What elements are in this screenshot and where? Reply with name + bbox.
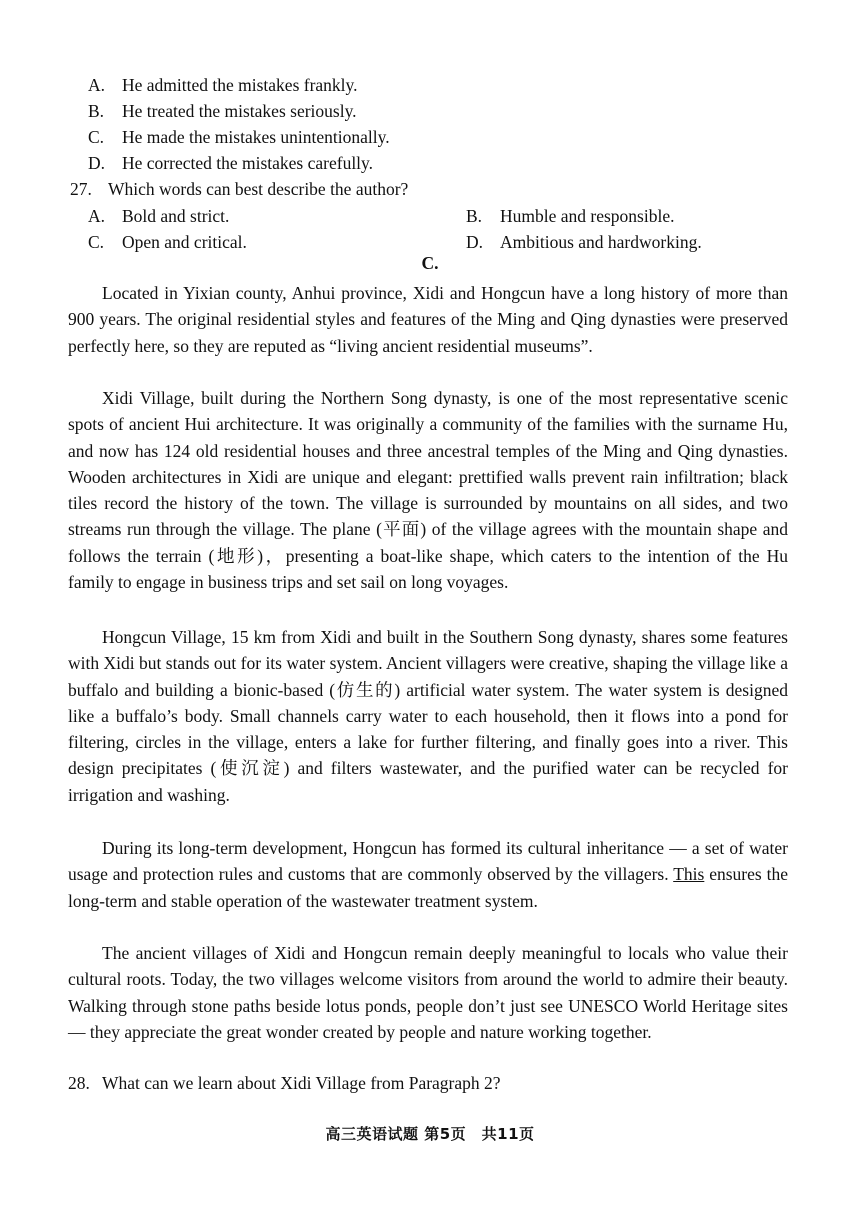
paragraph-text: ensures the long-term and stable operation of the wastewater treatment system. [68,864,788,911]
paragraph-text: During its long-term development, Hongcun has formed its cultural inheritance — a set of water usage and protection rules and customs that are commonly observed by the villagers. [68,838,788,885]
q26-option-c [88,124,390,150]
option-letter: A. [88,206,106,226]
option-text: Ambitious and hardworking. [500,232,702,252]
q26-option-a [88,72,358,98]
option-text: He made the mistakes unintentionally. [122,127,390,147]
page-footer: 高三英语试题 第5页 共11页 [325,1125,535,1143]
q27-question [70,176,408,202]
section-label: C. [421,253,439,273]
question-number: 27. [70,179,92,199]
option-letter: C. [88,127,105,147]
passage-paragraph-4 [68,835,788,914]
option-text: Bold and strict. [122,206,230,226]
option-text: Humble and responsible. [500,206,675,226]
option-text: He treated the mistakes seriously. [122,101,357,121]
underlined-word: This [673,864,705,885]
question-text: Which words can best describe the author? [108,179,409,199]
q26-option-d [88,150,373,176]
option-letter: B. [466,206,483,226]
passage-paragraph-5: The ancient villages of Xidi and Hongcun remain deeply meaningful to locals who value their cultural roots. Today, the two villages welcome visitors from around the world to admire their beauty. Walking through stone paths beside lotus ponds, people don’t just see UNESCO World Heritage sites — they appreciate the great wonder created by people and nature working together. [68,943,788,1042]
option-letter: A. [88,75,106,95]
q27-option-d [466,229,702,255]
option-text: Open and critical. [122,232,247,252]
passage-paragraph-1: Located in Yixian county, Anhui province, Xidi and Hongcun have a long history of more than 900 years. The original residential styles and features of the Ming and Qing dynasties were preserved perfectly here, so they are reputed as “living ancient residential museums”. [68,283,788,356]
question-number: 28. [68,1073,90,1093]
question-text: What can we learn about Xidi Village from Paragraph 2? [102,1073,501,1093]
option-letter: D. [466,232,484,252]
q27-option-b [466,203,674,229]
passage-paragraph-2: Xidi Village, built during the Northern Song dynasty, is one of the most representative scenic spots of ancient Hui architecture. It was originally a community of the families with the surname Hu, and now has 124 old residential houses and three ancestral temples of the Ming and Qing dynasties. Wooden architectures in Xidi are unique and elegant: prettified walls prevent rain infiltration; black tiles record the history of the town. The village is surrounded by mountains on all sides, and two streams run through the village. The plane (平面) of the village agrees with the mountain shape and follows the terrain (地形)，presenting a boat-like shape, which caters to the intention of the Hu family to engage in business trips and set sail on long voyages. [68,388,788,593]
option-letter: D. [88,153,106,173]
passage-paragraph-3: Hongcun Village, 15 km from Xidi and built in the Southern Song dynasty, shares some features with Xidi but stands out for its water system. Ancient villagers were creative, shaping the village like a buffalo and building a bionic-based (仿生的) artificial water system. The water system is designed like a buffalo’s body. Small channels carry water to each household, then it flows into a pond for filtering, circles in the village, enters a lake for further filtering, and finally goes into a river. This design precipitates (使沉淀) and filters wastewater, and the purified water can be recycled for irrigation and washing. [68,627,788,805]
q26-option-b [88,98,357,124]
option-text: He admitted the mistakes frankly. [122,75,358,95]
option-text: He corrected the mistakes carefully. [122,153,374,173]
q27-option-a [88,203,229,229]
q27-option-c [88,229,247,255]
option-letter: C. [88,232,105,252]
q28-question [68,1070,501,1096]
option-letter: B. [88,101,105,121]
